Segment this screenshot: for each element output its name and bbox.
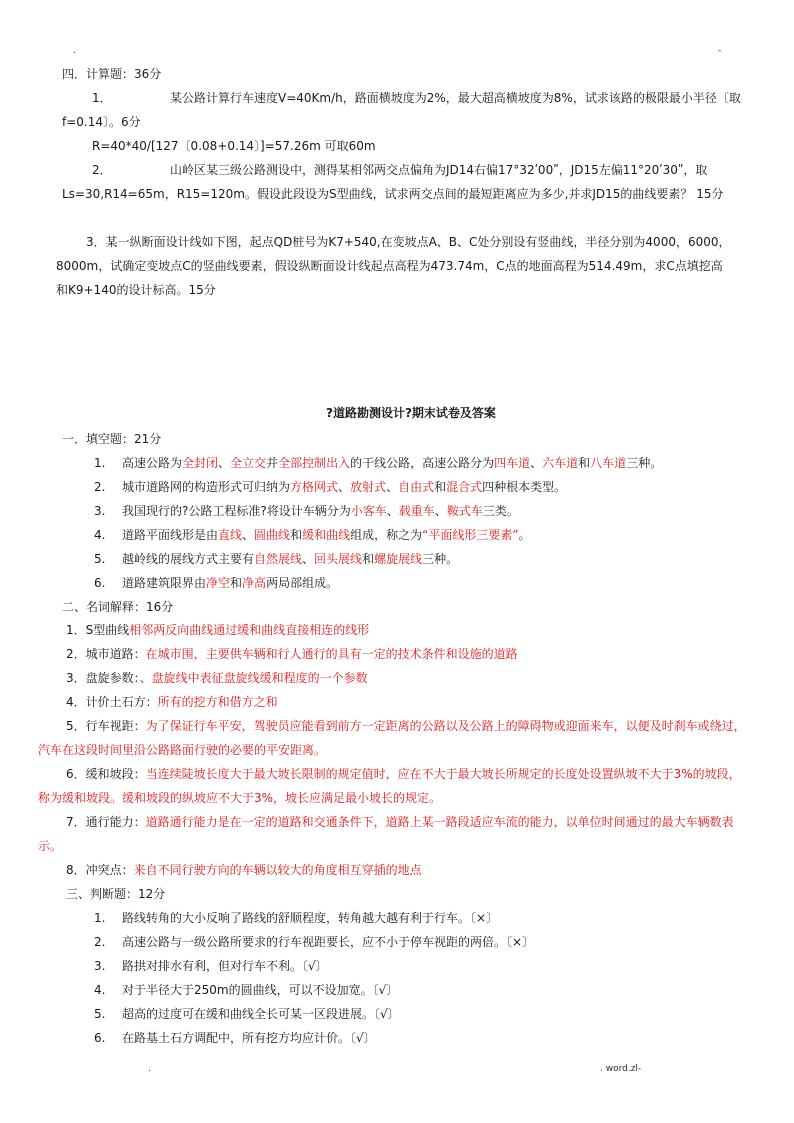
fill-item: 我国现行的?公路工程标准?将设计车辆分为小客车、载重车、鞍式车三类。 <box>122 504 519 518</box>
question-text: 8000m，试确定变坡点C的竖曲线要素，假设纵断面设计线起点高程为473.74m，C点的地面高程为514.49m，求C点填挖高 <box>56 259 723 273</box>
judge-item: 路拱对排水有利，但对行车不利。〔√〕 <box>122 959 328 973</box>
question-text: Ls=30,R14=65m，R15=120m。假设此段设为S型曲线，试求两交点间的最短距离应为多少,并求JD15的曲线要素？ 15分 <box>62 187 724 201</box>
judge-item: 路线转角的大小反响了路线的舒顺程度，转角越大越有利于行车。〔×〕 <box>122 911 499 925</box>
question-text: 某公路计算行车速度V=40Km/h，路面横坡度为2%，最大超高横坡度为8%，试求该路的极限最小半径〔取 <box>170 91 741 105</box>
term-answer-continued: 汽车在这段时间里沿公路路面行驶的必要的平安距离。 <box>38 743 327 757</box>
term-item: 2．城市道路：在城市围，主要供车辆和行人通行的具有一定的技术条件和设施的道路 <box>66 647 518 661</box>
list-number: 1. <box>94 911 106 925</box>
judge-item: 超高的过度可在缓和曲线全长可某一区段进展。〔√〕 <box>122 1007 400 1021</box>
term-item: 4．计价土石方：所有的挖方和借方之和 <box>66 695 278 709</box>
fill-item: 越岭线的展线方式主要有自然展线、回头展线和螺旋展线三种。 <box>122 552 459 566</box>
list-number: 5. <box>94 552 106 566</box>
document-title: ?道路勘测设计?期末试卷及答案 <box>326 406 496 420</box>
fill-item: 道路平面线形是由直线、圆曲线和缓和曲线组成，称之为“平面线形三要素”。 <box>122 528 531 542</box>
judge-item: 高速公路与一级公路所要求的行车视距要长，应不小于停车视距的两倍。〔×〕 <box>122 935 535 949</box>
term-item: 5．行车视距：为了保证行车平安，驾驶员应能看到前方一定距离的公路以及公路上的障碍物或迎面来车，以便及时刹车或绕过， <box>66 719 746 733</box>
term-item: 6．缓和坡段：当连续陡坡长度大于最大坡长限制的规定值时，应在不大于最大坡长所规定的长度处设置纵坡不大于3%的坡段， <box>66 767 741 781</box>
list-number: 4. <box>94 983 106 997</box>
section-heading: 一．填空题：21分 <box>62 432 162 446</box>
fill-item: 高速公路为全封闭、全立交并全部控制出入的干线公路，高速公路分为四车道、六车道和八车道三种。 <box>122 456 663 470</box>
list-number: 6. <box>94 1031 106 1045</box>
term-answer-continued: 称为缓和坡段。缓和坡段的纵坡应不大于3%，坡长应满足最小坡长的规定。 <box>38 791 442 805</box>
question-number: 1． <box>92 91 112 105</box>
question-text: 3．某一纵断面设计线如下图，起点QD桩号为K7+540,在变坡点A、B、C处分别设有竖曲线，半径分别为4000，6000， <box>86 235 731 249</box>
term-item: 1．S型曲线相邻两反向曲线通过缓和曲线直接相连的线形 <box>66 623 370 637</box>
judge-item: 在路基土石方调配中，所有挖方均应计价。〔√〕 <box>122 1031 376 1045</box>
term-item: 3．盘旋参数：、盘旋线中表征盘旋线缓和程度的一个参数 <box>66 671 368 685</box>
footer-mark: . word.zl- <box>600 1064 642 1074</box>
section-heading: 四．计算题：36分 <box>62 67 162 81</box>
section-heading: 三、判断题：12分 <box>66 887 166 901</box>
fill-item: 道路建筑限界由净空和净高两局部组成。 <box>122 576 339 590</box>
section-heading: 二、名词解释：16分 <box>62 600 174 614</box>
question-text: f=0.14〕。6分 <box>62 115 141 129</box>
list-number: 3. <box>94 504 106 518</box>
corner-mark: - <box>718 46 722 56</box>
list-number: 3. <box>94 959 106 973</box>
term-item: 7．通行能力：道路通行能力是在一定的道路和交通条件下，道路上某一路段适应车流的能力，以单位时间通过的最大车辆数表 <box>66 815 734 829</box>
list-number: 2. <box>94 935 106 949</box>
list-number: 5. <box>94 1007 106 1021</box>
answer-formula: R=40*40/[127〔0.08+0.14〕]=57.26m 可取60m <box>92 139 376 153</box>
list-number: 1. <box>94 456 106 470</box>
term-item: 8．冲突点：来自不同行驶方向的车辆以较大的角度相互穿插的地点 <box>66 863 422 877</box>
list-number: 4. <box>94 528 106 542</box>
question-number: 2． <box>92 163 112 177</box>
list-number: 2. <box>94 480 106 494</box>
judge-item: 对于半径大于250m的圆曲线，可以不设加宽。〔√〕 <box>122 983 399 997</box>
question-text: 和K9+140的设计标高。15分 <box>56 283 216 297</box>
term-answer-continued: 示。 <box>38 839 63 853</box>
question-text: 山岭区某三级公路测设中，测得某相邻两交点偏角为JD14右偏17°32ʹ00ʺ，JD15左偏11°20ʹ30ʺ，取 <box>170 163 708 177</box>
corner-mark: . <box>148 1064 151 1074</box>
fill-item: 城市道路网的构造形式可归纳为方格网式、放射式、自由式和混合式四种根本类型。 <box>122 480 567 494</box>
corner-mark: . <box>73 46 76 56</box>
list-number: 6. <box>94 576 106 590</box>
